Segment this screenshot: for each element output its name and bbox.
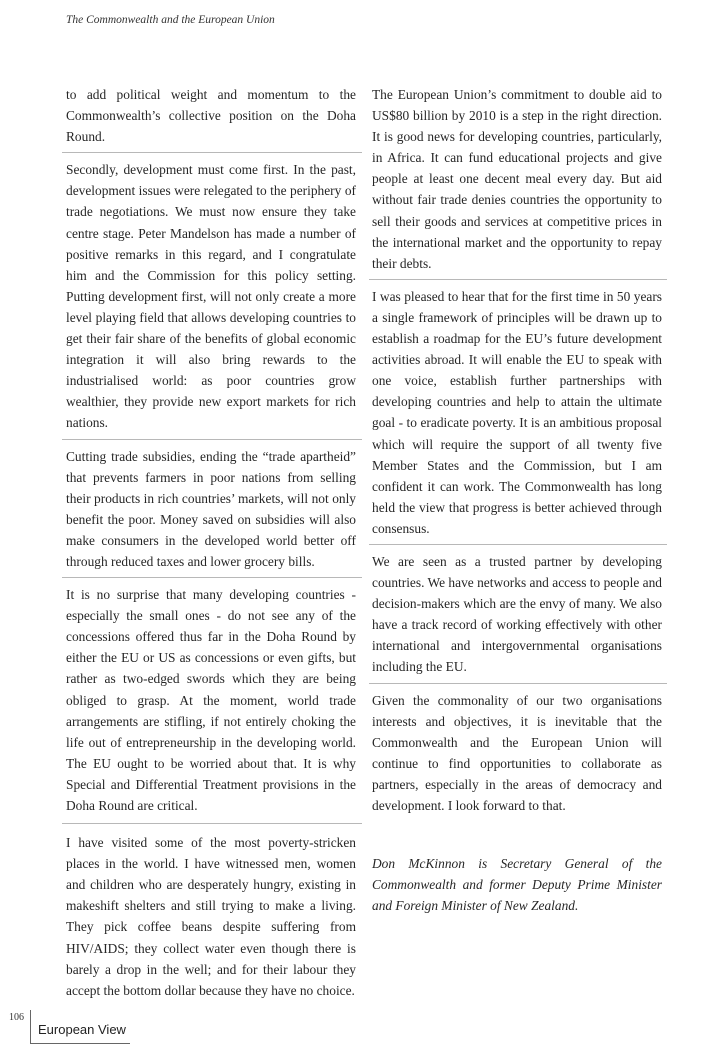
paragraph-divider [62, 577, 362, 578]
paragraph-divider [62, 823, 362, 824]
author-byline: Don McKinnon is Secretary General of the Commonwealth and former Deputy Prime Minister and Foreign Minister of New Zealand. [372, 856, 662, 914]
journal-name: European View [38, 1022, 126, 1037]
paragraph: I was pleased to hear that for the first time in 50 years a single framework of principles will be drawn up to establish a roadmap for the EU’s future development activities abroad. It will enable the EU to speak with one voice, establish further partnerships with developing countries and help to attain the ultimate goal - to eradicate poverty. It is an ambitious proposal which will require the support of all twenty five Member States and the Commission, but I am confident it can work. The Commonwealth has long held the view that progress is better achieved through consensus. [372, 288, 662, 536]
right-column [372, 84, 662, 816]
paragraph-divider [62, 439, 362, 440]
footer-rule [30, 1043, 130, 1044]
footer-rule [30, 1010, 31, 1044]
paragraph-divider [369, 683, 667, 684]
paragraph: We are seen as a trusted partner by developing countries. We have networks and access to people and decision-makers which are the envy of many. We also have a track record of working effectively with other international and intergovernmental organisations including the EU. [372, 553, 662, 675]
paragraph: Given the commonality of our two organisations interests and objectives, it is inevitable that the Commonwealth and the European Union will continue to find opportunities to collaborate as partners, especially in the areas of democracy and development. I look forward to that. [372, 692, 662, 813]
paragraph: I have visited some of the most poverty-stricken places in the world. I have witnessed men, women and children who are desperately hungry, existing in makeshift shelters and still trying to make a living. They pick coffee beans despite suffering from HIV/AIDS; they collect water even though there is barely a drop in the well; and for their labour they accept the bottom dollar because they have no choice. [66, 835, 356, 998]
paragraph: Cutting trade subsidies, ending the “trade apartheid” that prevents farmers in poor nations from selling their products in rich countries’ markets, will not only benefit the poor. Money saved on subsidies will also make consumers in the developed world better off through reduced taxes and lower grocery bills. [66, 448, 356, 569]
paragraph-divider [369, 279, 667, 280]
page-number: 106 [9, 1012, 24, 1023]
paragraph: Secondly, development must come first. In the past, development issues were relegated to the periphery of trade negotiations. We must now ensure they take centre stage. Peter Mandelson has made a number of positive remarks in this regard, and I congratulate him and the Commission for this policy setting. Putting development first, will not only create a more level playing field that allows developing countries to get their fair share of the benefits of global economic integration it will also bring rewards to the industrialised world: as poor countries grow wealthier, they provide new export markets for rich nations. [66, 162, 356, 431]
paragraph-divider [62, 152, 362, 153]
running-header: The Commonwealth and the European Union [66, 14, 275, 26]
paragraph: The European Union’s commitment to double aid to US$80 billion by 2010 is a step in the right direction. It is good news for developing countries, particularly, in Africa. It can fund educational projects and give people at least one decent meal every day. But aid without fair trade denies countries the opportunity to sell their goods and services at competitive prices in the international market and the opportunity to repay their debts. [372, 87, 662, 271]
paragraph: It is no surprise that many developing countries - especially the small ones - do not see any of the concessions offered thus far in the Doha Round by either the EU or US as concessions or even gifts, but rather as two-edged swords which they are being obliged to grasp. At the moment, world trade arrangements are stifling, if not entirely choking the life out of entrepreneurship in the developing world. The EU ought to be worried about that. It is why Special and Differential Treatment provisions in the Doha Round are critical. [66, 587, 356, 813]
paragraph: to add political weight and momentum to the Commonwealth’s collective position on the Doha Round. [66, 87, 356, 145]
left-column [66, 84, 356, 1001]
paragraph-divider [369, 544, 667, 545]
